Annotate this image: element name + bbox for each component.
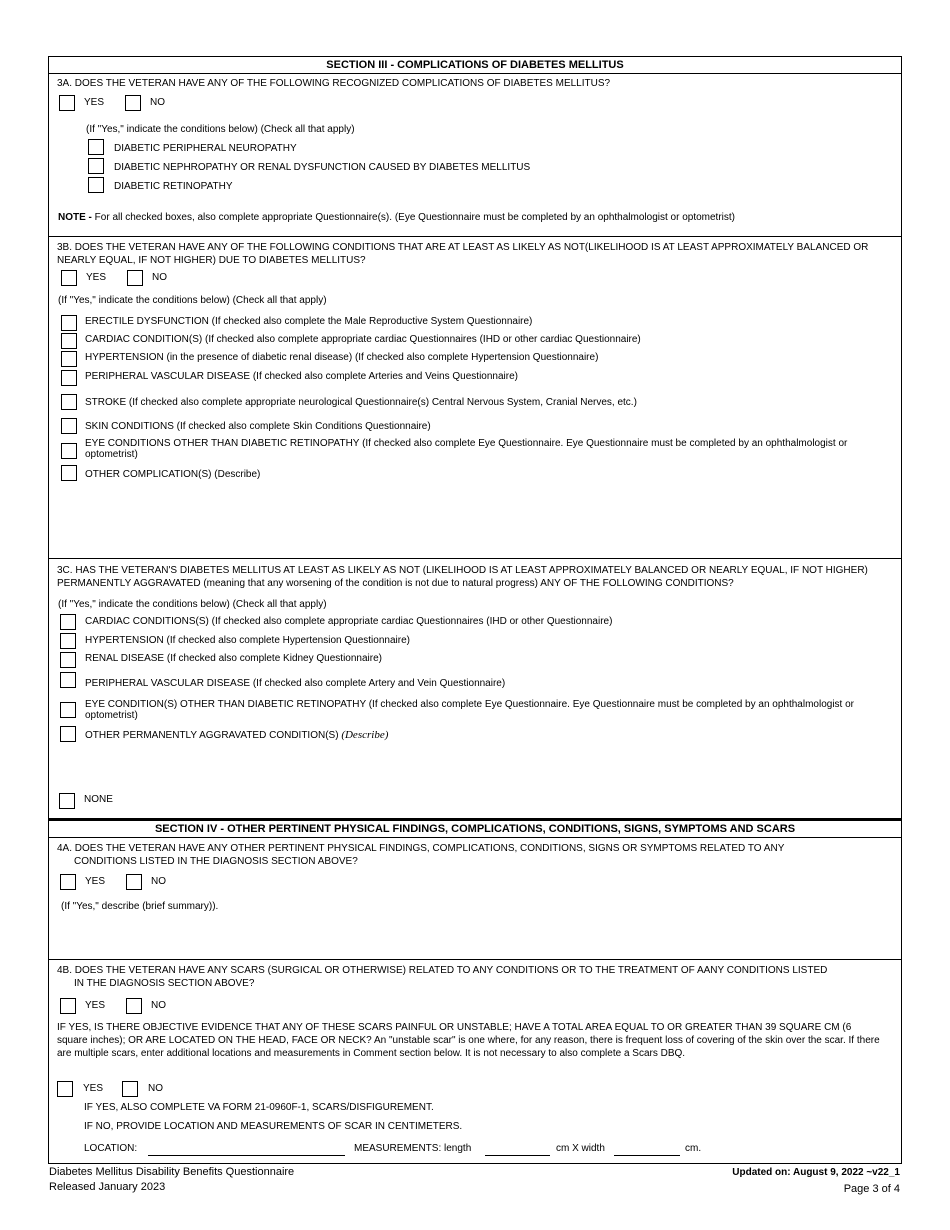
frame-top [48,56,902,57]
q3a-no-checkbox[interactable] [125,95,141,111]
q3c-option-checkbox[interactable] [60,614,76,630]
width-field[interactable] [614,1155,680,1156]
frame-left [48,56,49,1164]
q4b-yes-checkbox[interactable] [60,998,76,1014]
q4b-yes2-checkbox[interactable] [57,1081,73,1097]
footer-released: Released January 2023 [49,1181,166,1193]
divider [48,558,902,559]
q3a-question: 3A. DOES THE VETERAN HAVE ANY OF THE FOLLOWING RECOGNIZED COMPLICATIONS OF DIABETES MELLITUS? [57,78,611,89]
q3c-option-checkbox[interactable] [60,672,76,688]
q3b-option-checkbox[interactable] [61,443,77,459]
q3c-instruction: (If "Yes," indicate the conditions below) (Check all that apply) [58,599,327,610]
footer-page-number: Page 3 of 4 [843,1183,900,1195]
q3a-yes-label: YES [84,97,105,108]
q3a-option-checkbox[interactable] [88,158,104,174]
q4a-no-label: NO [151,876,166,887]
q3b-option-checkbox[interactable] [61,370,77,386]
q3a-option-label: DIABETIC NEPHROPATHY OR RENAL DYSFUNCTION CAUSED BY DIABETES MELLITUS [114,162,531,173]
cm-x-width-label: cm X width [556,1143,605,1154]
q3b-yes-label: YES [86,272,107,283]
q3c-option-checkbox[interactable] [60,726,76,742]
frame-right [901,56,902,1164]
q3b-option-label: PERIPHERAL VASCULAR DISEASE (If checked also complete Arteries and Veins Questionnaire) [85,371,518,382]
footer-updated: Updated on: August 9, 2022 ~v22_1 [732,1167,900,1178]
note-label: NOTE - [58,212,92,223]
q4b-followup: IF YES, IS THERE OBJECTIVE EVIDENCE THAT ANY OF THESE SCARS PAINFUL OR UNSTABLE; HAVE A TOTAL AREA EQUAL TO OR GREATER THAN 39 SQUARE CM (6 square inches); OR ARE LOCATED ON THE HEAD, FACE OR NECK? An "unstable scar" is one where, for any reason, there is frequent loss of covering of the skin over the scar. If there are multiple scars, enter additional locations and measurements in Comment section below. It is not necessary to also complete a Scars DBQ. [57,1022,880,1059]
q3c-option-checkbox[interactable] [60,702,76,718]
q3a-note [58,211,735,224]
q3c-option-label: CARDIAC CONDITIONS(S) (If checked also complete appropriate cardiac Questionnaires (IHD or other Questionnaire) [85,616,613,627]
q3b-option-checkbox[interactable] [61,315,77,331]
q3b-no-label: NO [152,272,167,283]
q3c-option-label: PERIPHERAL VASCULAR DISEASE (If checked also complete Artery and Vein Questionnaire) [85,678,506,689]
q4b-question-line2: IN THE DIAGNOSIS SECTION ABOVE? [74,978,255,989]
divider [48,959,902,960]
q4b-no-label: NO [151,1000,166,1011]
q4a-question-line1: 4A. DOES THE VETERAN HAVE ANY OTHER PERTINENT PHYSICAL FINDINGS, COMPLICATIONS, CONDITIONS, SIGNS OR SYMPTOMS RELATED TO ANY [57,843,785,854]
section4-title: SECTION IV - OTHER PERTINENT PHYSICAL FINDINGS, COMPLICATIONS, CONDITIONS, SIGNS, SYMPTOMS AND SCARS [154,823,796,835]
q4b-yes2-label: YES [83,1083,104,1094]
q3c-none-label: NONE [84,794,113,805]
location-label: LOCATION: [84,1143,138,1154]
q3c-question: 3C. HAS THE VETERAN'S DIABETES MELLITUS AT LEAST AS LIKELY AS NOT (LIKELIHOOD IS AT LEAST APPROXIMATELY BALANCED OR NEARLY EQUAL, IF NOT HIGHER) PERMANENTLY AGGRAVATED (meaning that any worsening of the condition is not due to natural progress) ANY OF THE FOLLOWING CONDITIONS? [57,565,868,589]
q4b-no2-checkbox[interactable] [122,1081,138,1097]
q3b-option-checkbox[interactable] [61,418,77,434]
q3c-option-checkbox[interactable] [60,633,76,649]
divider [48,73,902,74]
q4a-yes-checkbox[interactable] [60,874,76,890]
q3b-no-checkbox[interactable] [127,270,143,286]
q3b-option-label: STROKE (If checked also complete appropriate neurological Questionnaire(s) Central Nervous System, Cranial Nerves, etc.) [85,397,637,408]
q3b-question: 3B. DOES THE VETERAN HAVE ANY OF THE FOLLOWING CONDITIONS THAT ARE AT LEAST AS LIKELY AS NOT(LIKELIHOOD IS AT LEAST APPROXIMATELY BALANCED OR NEARLY EQUAL, IF NOT HIGHER) DUE TO DIABETES MELLITUS? [57,242,869,266]
q3b-instruction: (If "Yes," indicate the conditions below) (Check all that apply) [58,295,327,306]
q4a-instruction: (If "Yes," describe (brief summary)). [61,901,219,912]
q3a-option-checkbox[interactable] [88,177,104,193]
q3a-option-label: DIABETIC PERIPHERAL NEUROPATHY [114,143,297,154]
q3c-option-label: HYPERTENSION (If checked also complete Hypertension Questionnaire) [85,635,410,646]
q3c-option-checkbox[interactable] [60,652,76,668]
q3b-option-checkbox[interactable] [61,394,77,410]
q4b-yes-label: YES [85,1000,106,1011]
q3b-option-label: OTHER COMPLICATION(S) (Describe) [85,469,261,480]
q3b-option-checkbox[interactable] [61,351,77,367]
q3a-option-label: DIABETIC RETINOPATHY [114,181,233,192]
q3b-yes-checkbox[interactable] [61,270,77,286]
q3b-option-label: EYE CONDITIONS OTHER THAN DIABETIC RETINOPATHY (If checked also complete Eye Questionnaire. Eye Questionnaire must be completed by an ophthalmologist or optometrist) [85,438,848,460]
length-field[interactable] [485,1155,550,1156]
q4a-yes-label: YES [85,876,106,887]
q4b-no2-label: NO [148,1083,163,1094]
divider [48,837,902,838]
q3c-none-checkbox[interactable] [59,793,75,809]
q3b-option-label: SKIN CONDITIONS (If checked also complete Skin Conditions Questionnaire) [85,421,431,432]
q3b-option-checkbox[interactable] [61,465,77,481]
footer-form-title: Diabetes Mellitus Disability Benefits Questionnaire [49,1166,295,1178]
q3a-no-label: NO [150,97,165,108]
cm-label: cm. [685,1143,702,1154]
q4b-if-no: IF NO, PROVIDE LOCATION AND MEASUREMENTS OF SCAR IN CENTIMETERS. [84,1121,463,1132]
q3c-option-label: EYE CONDITION(S) OTHER THAN DIABETIC RETINOPATHY (If checked also complete Eye Questionnaire. Eye Questionnaire must be completed by an ophthalmologist or optometrist) [85,699,854,721]
q3a-yes-checkbox[interactable] [59,95,75,111]
q4a-no-checkbox[interactable] [126,874,142,890]
q3b-option-label: CARDIAC CONDITION(S) (If checked also complete appropriate cardiac Questionnaires (IHD or other cardiac Questionnaire) [85,334,641,345]
q4b-no-checkbox[interactable] [126,998,142,1014]
q3b-option-label: HYPERTENSION (in the presence of diabetic renal disease) (If checked also complete Hypertension Questionnaire) [85,352,599,363]
location-field[interactable] [148,1155,345,1156]
q3c-other-label [85,729,388,742]
q4b-if-yes: IF YES, ALSO COMPLETE VA FORM 21-0960F-1, SCARS/DISFIGUREMENT. [84,1102,434,1113]
measurements-label: MEASUREMENTS: length [354,1143,472,1154]
q3c-option-label: RENAL DISEASE (If checked also complete Kidney Questionnaire) [85,653,382,664]
divider [48,236,902,237]
q3a-instruction: (If "Yes," indicate the conditions below) (Check all that apply) [86,124,355,135]
q4b-question-line1: 4B. DOES THE VETERAN HAVE ANY SCARS (SURGICAL OR OTHERWISE) RELATED TO ANY CONDITIONS OR TO THE TREATMENT OF AANY CONDITIONS LISTED [57,965,828,976]
q4a-question-line2: CONDITIONS LISTED IN THE DIAGNOSIS SECTION ABOVE? [74,856,358,867]
q3a-option-checkbox[interactable] [88,139,104,155]
q3c-other-describe: (Describe) [341,729,389,741]
q3b-option-checkbox[interactable] [61,333,77,349]
q3c-other-text: OTHER PERMANENTLY AGGRAVATED CONDITION(S) [85,730,342,741]
note-text: For all checked boxes, also complete appropriate Questionnaire(s). (Eye Questionnaire must be completed by an ophthalmologist or optometrist) [91,212,735,223]
frame-bottom [48,1163,902,1164]
section3-title: SECTION III - COMPLICATIONS OF DIABETES MELLITUS [326,59,624,71]
q3b-option-label: ERECTILE DYSFUNCTION (If checked also complete the Male Reproductive System Questionnaire) [85,316,533,327]
divider [48,818,902,821]
